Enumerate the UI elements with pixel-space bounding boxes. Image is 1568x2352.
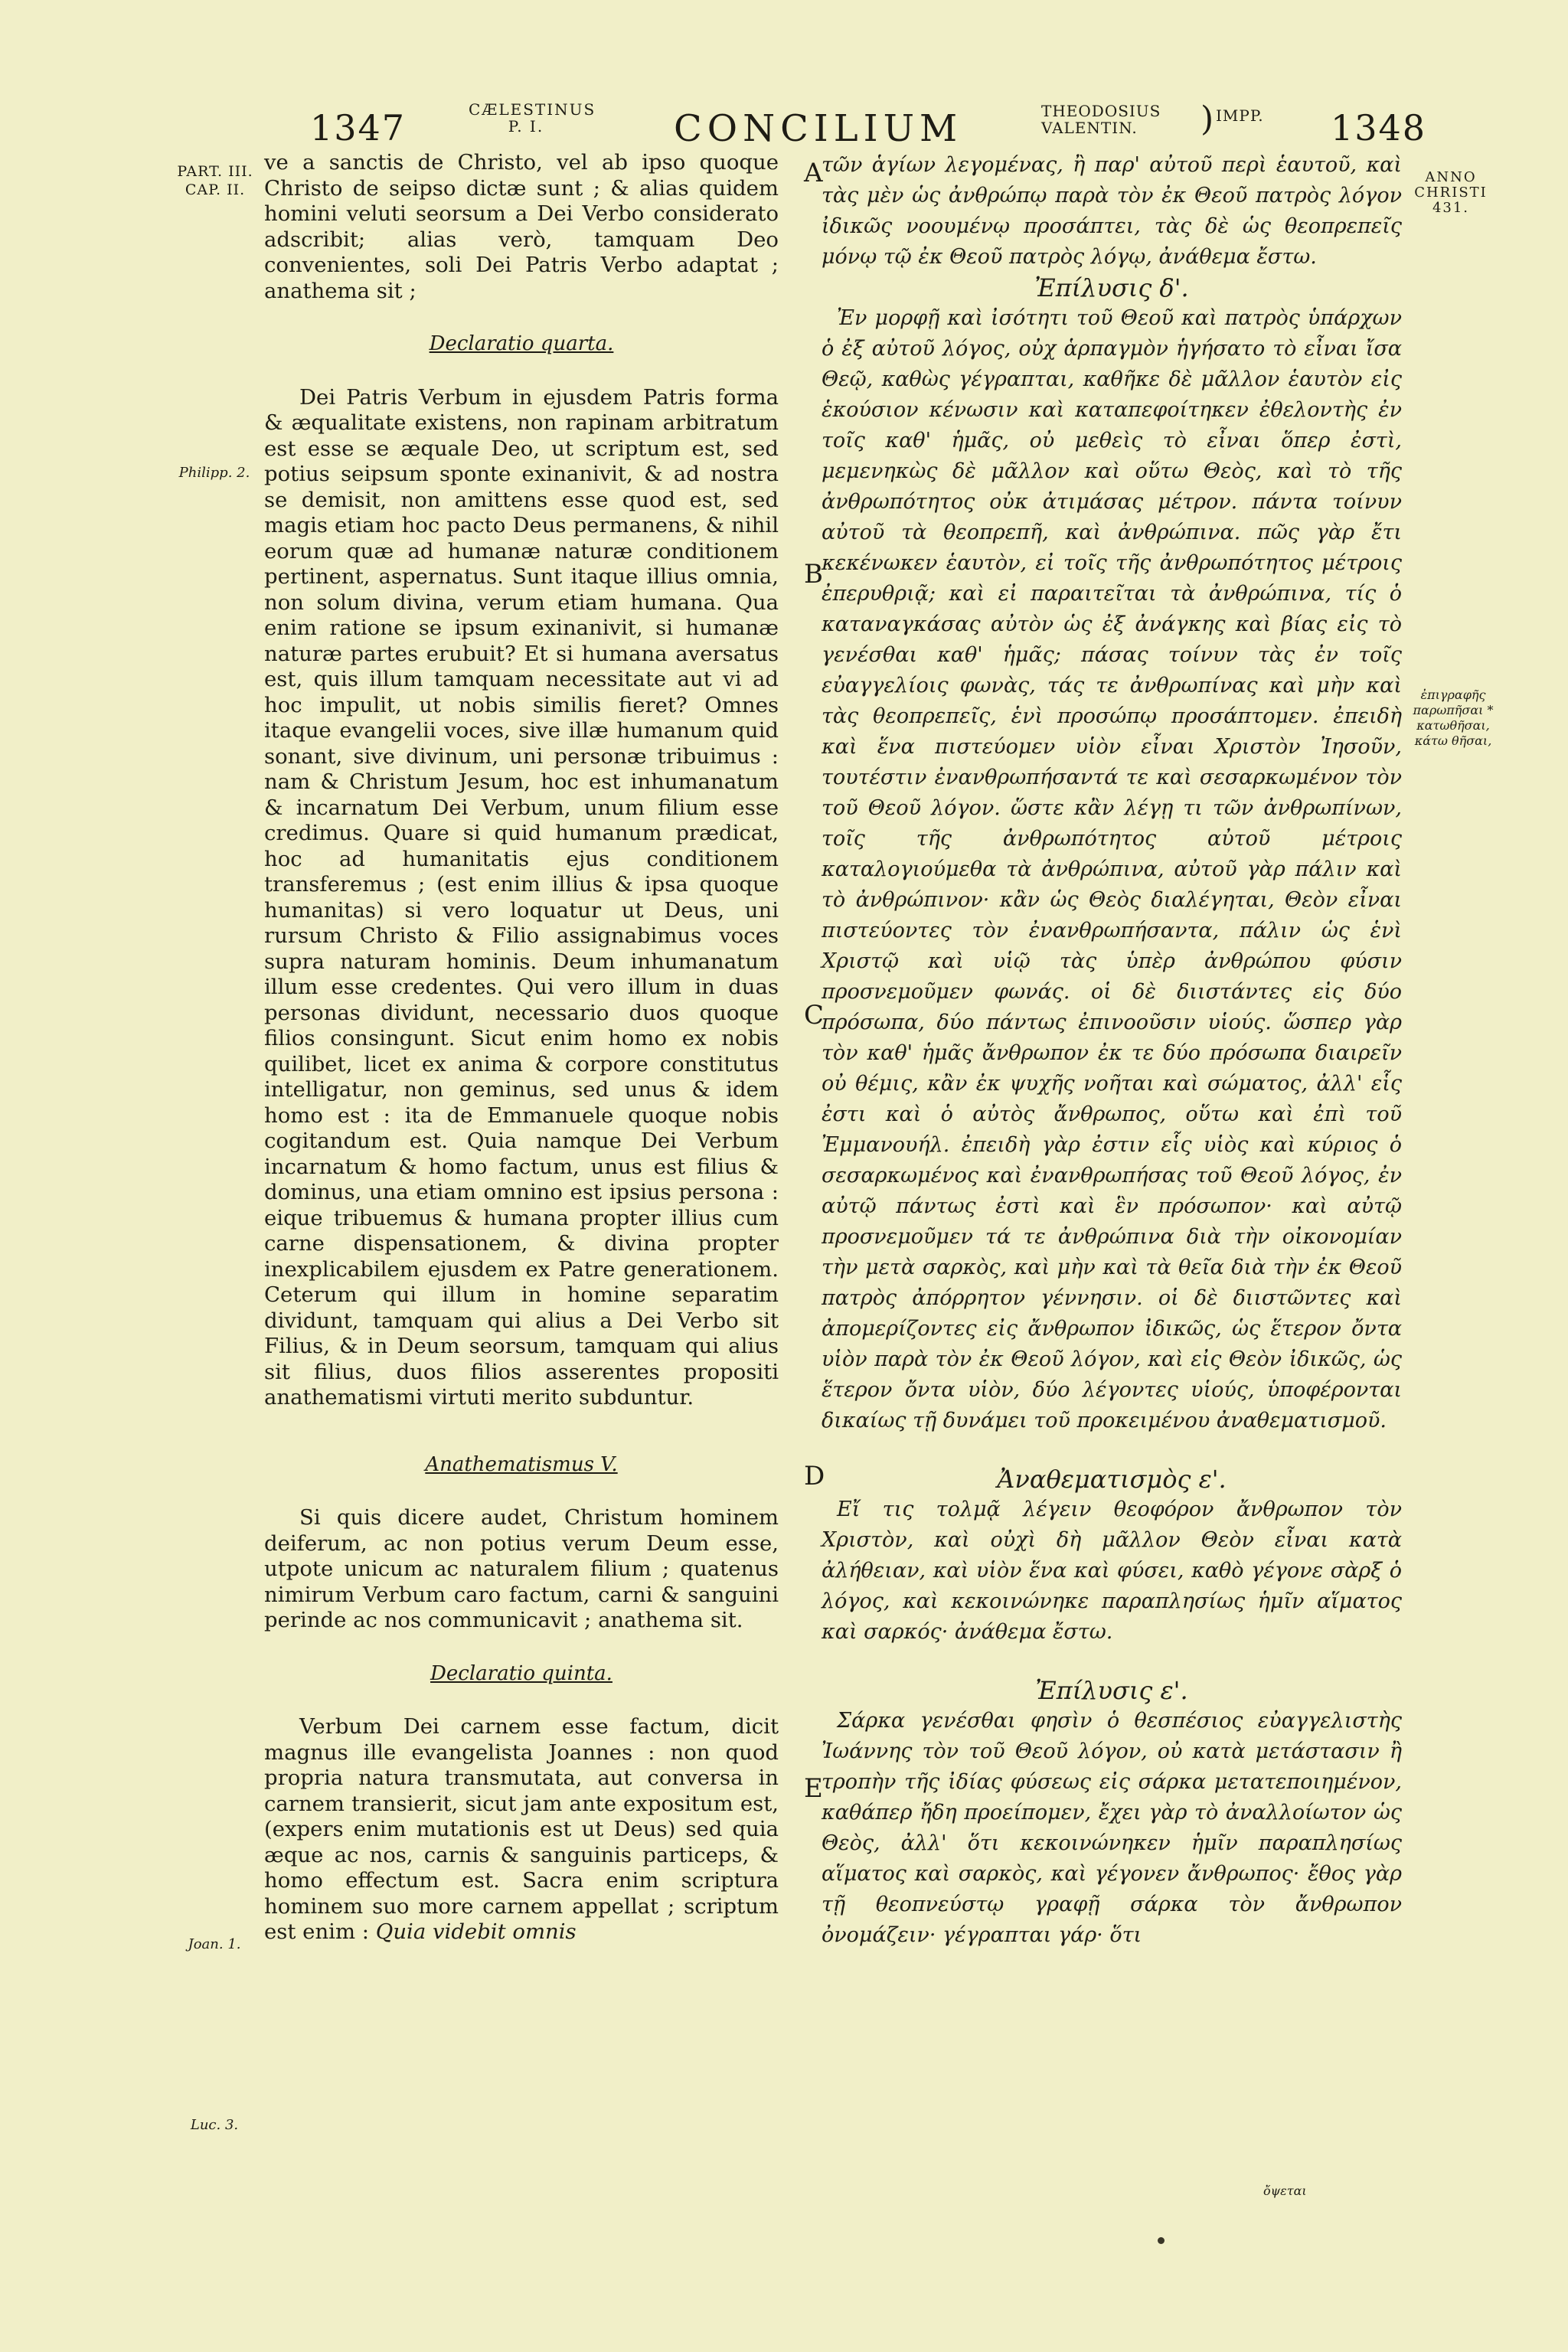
margin-ref-philipp: Philipp. 2. [178, 465, 250, 481]
margin-greek-variant-note: ἐπιγραφῆς παρωπῆσαι * κατωθῆσαι, κάτω θῆσαι, [1413, 688, 1494, 748]
section-letter-c: C [804, 1000, 825, 1031]
epilysis-delta-text: Ἐν μορφῇ καὶ ἰσότητι τοῦ Θεοῦ καὶ πατρὸς ὑπάρχων ὁ ἐξ αὐτοῦ λόγος, οὐχ ἁρπαγμὸν ἡγήσατο τὸ εἶναι ἴσα Θεῷ, καθὼς γέγραπται, καθῆκε δὲ μᾶλλον ἑαυτὸν εἰς ἑκούσιον κένωσιν καὶ καταπεφοίτηκεν ἐθελοντὴς ἐν τοῖς καθ' ἡμᾶς, οὐ μεθεὶς τὸ εἶναι ὅπερ ἐστὶ, μεμενηκὼς δὲ μᾶλλον καὶ οὕτω Θεὸς, καὶ τὸ τῆς ἀνθρωπότητος οὐκ ἀτιμάσας μέτρον. πάντα τοίνυν αὐτοῦ τὰ θεοπρεπῆ, καὶ ἀνθρώπινα. πῶς γὰρ ἔτι κεκένωκεν ἑαυτὸν, εἰ τοῖς τῆς ἀνθρωπότητος μέτροις ἐπερυθριᾷ; καὶ εἰ παραιτεῖται τὰ ἀνθρώπινα, τίς ὁ καταναγκάσας αὐτὸν ὡς ἐξ ἀνάγκης καὶ βίας εἰς τὸ γενέσθαι καθ' ἡμᾶς; πάσας τοίνυν τὰς ἐν τοῖς εὐαγγελίοις φωνὰς, τάς τε ἀνθρωπίνας καὶ μὴν καὶ τὰς θεοπρεπεῖς, ἑνὶ προσώπῳ προσάπτομεν. ἐπειδὴ καὶ ἕνα πιστεύομεν υἱὸν εἶναι Χριστὸν Ἰησοῦν, τουτέστιν ἐνανθρωπήσαντά τε καὶ σεσαρκωμένον τὸν τοῦ Θεοῦ λόγον. ὥστε κἂν λέγῃ τι τῶν ἀνθρωπίνων, τοῖς τῆς ἀνθρωπότητος αὐτοῦ μέτροις καταλογιούμεθα τὰ ἀνθρώπινα, αὐτοῦ γὰρ πάλιν καὶ τὸ ἀνθρώπινον· κἂν ὡς Θεὸς διαλέγηται, Θεὸν εἶναι πιστεύοντες τὸν ἐνανθρωπήσαντα, πάλιν ὡς ἑνὶ Χριστῷ καὶ υἱῷ τὰς ὑπὲρ ἀνθρώπου φύσιν προσνεμοῦμεν φωνάς. οἱ δὲ διιστάντες εἰς δύο πρόσωπα, δύο πάντως ἐπινοοῦσιν υἱούς. ὥσπερ γὰρ τὸν καθ' ἡμᾶς ἄνθρωπον ἐκ τε δύο πρόσωπα διαιρεῖν οὐ θέμις, κἂν ἐκ ψυχῆς νοῆται καὶ σώματος, ἀλλ' εἷς ἐστι καὶ ὁ αὐτὸς ἄνθρωπος, οὕτω καὶ ἐπὶ τοῦ Ἐμμανουήλ. ἐπειδὴ γὰρ ἐστιν εἷς υἱὸς καὶ κύριος ὁ σεσαρκωμένος καὶ ἐνανθρωπήσας τοῦ Θεοῦ λόγος, ἐν αὐτῷ πάντως ἐστὶ καὶ ἓν πρόσωπον· καὶ αὐτῷ προσνεμοῦμεν τά τε ἀνθρώπινα διὰ τὴν οἰκονομίαν τὴν μετὰ σαρκὸς, καὶ μὴν καὶ τὰ θεῖα διὰ τὴν ἐκ Θεοῦ πατρὸς ἀπόρρητον γέννησιν. οἱ δὲ διιστῶντες καὶ ἀπομερίζοντες εἰς ἄνθρωπον ἰδικῶς, ὡς ἕτερον ὄντα υἱὸν παρὰ τὸν ἐκ Θεοῦ λόγον, καὶ εἰς Θεὸν ἰδικῶς, ὡς ἕτερον ὄντα υἱὸν, δύο λέγοντες υἱούς, ὑποφέρονται δικαίως τῇ δυνάμει τοῦ προκειμένου ἀναθεματισμοῦ. [822, 306, 1402, 1432]
anathematismos-epsilon-text: Εἴ τις τολμᾷ λέγειν θεοφόρον ἄνθρωπον τὸν Χριστὸν, καὶ οὐχὶ δὴ μᾶλλον Θεὸν εἶναι κατὰ ἀλήθειαν, καὶ υἱὸν ἕνα καὶ φύσει, καθὸ γέγονε σὰρξ ὁ λόγος, καὶ κεκοινώνηκε παραπλησίως ἡμῖν αἵματος καὶ σαρκός· ἀνάθεμα ἔστω. [822, 1498, 1402, 1644]
declaratio-quinta-quote: Quia videbit omnis [375, 1919, 577, 1944]
page-number-right: 1348 [1331, 107, 1427, 149]
paper-speck-dot [1158, 2237, 1165, 2244]
section-letter-d: D [804, 1461, 825, 1491]
heading-declaratio-quinta: Declaratio quinta. [430, 1661, 612, 1685]
margin-anno [1406, 170, 1496, 216]
brace-glyph: ) [1200, 100, 1215, 139]
heading-anathematismos-epsilon: Ἀναθεματισμὸς ε'. [997, 1465, 1227, 1494]
heading-epilysis-delta: Ἐπίλυσις δ'. [1034, 273, 1189, 302]
heading-anathematismus-v: Anathematismus V. [425, 1452, 618, 1476]
catchword: ὄψεται [1263, 2184, 1307, 2198]
section-letter-e: E [804, 1773, 823, 1804]
greek-column [822, 150, 1402, 1951]
running-header [0, 92, 1568, 153]
running-title-left-line2: P. I. [508, 117, 544, 136]
running-title-right-line1: THEODOSIUS [1041, 102, 1161, 120]
running-title-right [1041, 100, 1264, 139]
latin-column [264, 150, 779, 1945]
margin-ref-luc: Luc. 3. [190, 2117, 239, 2133]
margin-part-cap: PART. III. CAP. II. [177, 163, 253, 198]
section-letter-a: A [804, 158, 823, 188]
running-title-left [469, 100, 596, 136]
section-letter-b: B [804, 559, 823, 590]
running-title-right-impp: IMPP. [1216, 106, 1264, 125]
margin-anno-line1: ANNO [1425, 169, 1477, 185]
margin-anno-line3: 431. [1432, 200, 1470, 216]
latin-intro-text: ve a sanctis de Christo, vel ab ipso quoque Christo de seipso dictæ sunt ; & alias quidem homini veluti seorsum a Dei Verbo considerato adscribit; alias verò, tamquam Deo convenientes, soli Dei Patris Verbo adaptat ; anathema sit ; [264, 150, 779, 303]
page-title: CONCILIUM [674, 107, 963, 150]
running-title-right-line2: VALENTIN. [1041, 119, 1138, 137]
heading-declaratio-quarta: Declaratio quarta. [429, 332, 614, 355]
declaratio-quinta-main: Verbum Dei carnem esse factum, dicit magnus ille evangelista Joannes : non quod propria natura transmutata, aut conversa in carnem transierit, sicut jam ante expositum est, (expers enim mutationis est ut Deus) sed quia æque ac nos, carnis & sanguinis particeps, & homo effectum est. Sacra enim scriptura hominem suo more carnem appellat ; scriptum est enim : [264, 1714, 779, 1944]
anathematismus-v-text: Si quis dicere audet, Christum hominem deiferum, ac non potius verum Deum esse, utpote unicum ac naturalem filium ; quatenus nimirum Verbum caro factum, carni & sanguini perinde ac nos communicavit ; anathema sit. [264, 1505, 779, 1632]
margin-ref-joan: Joan. 1. [188, 1936, 241, 1952]
greek-intro-text: τῶν ἁγίων λεγομένας, ἢ παρ' αὐτοῦ περὶ ἑαυτοῦ, καὶ τὰς μὲν ὡς ἀνθρώπῳ παρὰ τὸν ἐκ Θεοῦ πατρὸς λόγον ἰδικῶς νοουμένῳ προσάπτει, τὰς δὲ ὡς θεοπρεπεῖς μόνῳ τῷ ἐκ Θεοῦ πατρὸς λόγῳ, ἀνάθεμα ἔστω. [822, 153, 1402, 269]
page-number-left: 1347 [310, 107, 407, 149]
declaratio-quarta-text: Dei Patris Verbum in ejusdem Patris forma & æqualitate existens, non rapinam arbitratum est esse se æquale Deo, ut scriptum est, sed potius seipsum sponte exinanivit, & ad nostra se demisit, non amittens esse quod est, sed magis etiam hoc pacto Deus permanens, & nihil eorum quæ ad humanæ naturæ conditionem pertinent, aspernatus. Sunt itaque illius omnia, non solum divina, verum etiam humana. Qua enim ratione se ipsum exinanivit, si humanæ naturæ partes erubuit? Et si humana aversatus est, quis illum tamquam necessitate aut vi ad hoc impulit, ut nobis similis fieret? Omnes itaque evangelii voces, sive illæ humanum quid sonant, sive divinum, uni personæ tribuimus : nam & Christum Jesum, hoc est inhumanatum & incarnatum Dei Verbum, unum filium esse credimus. Quare si quid humanum prædicat, hoc ad humanitatis ejus conditionem transferemus ; (est enim illius & ipsa quoque humanitas) si vero loquatur ut Deus, uni rursum Christo & Filio assignabimus voces supra naturam hominis. Deum inhumanatum illum esse credentes. Qui vero illum in duas personas dividunt, necessario duos quoque filios consingunt. Sicut enim homo ex nobis quilibet, licet ex anima & corpore constitutus intelligatur, non geminus, sed unus & idem homo est : ita de Emmanuele quoque nobis cogitandum est. Quia namque Dei Verbum incarnatum & homo factum, unus est filius & dominus, una etiam omnino est ipsius persona : eique tribuemus & humana propter illius cum carne dispensationem, & divina propter inexplicabilem ejusdem ex Patre generationem. Ceterum qui illum in homine separatim dividunt, tamquam qui alius a Dei Verbo sit Filius, & in Deum seorsum, tamquam qui alius sit filius, duos filios asserentes propositi anathematismi virtuti merito subduntur. [264, 384, 779, 1410]
running-title-left-line1: CÆLESTINUS [469, 100, 596, 119]
epilysis-epsilon-text: Σάρκα γενέσθαι φησὶν ὁ θεσπέσιος εὐαγγελιστὴς Ἰωάννης τὸν τοῦ Θεοῦ λόγον, οὐ κατὰ μετάστασιν ἢ τροπὴν τῆς ἰδίας φύσεως εἰς σάρκα μετατεποιημένον, καθάπερ ἤδη προείπομεν, ἔχει γὰρ τὸ ἀναλλοίωτον ὡς Θεὸς, ἀλλ' ὅτι κεκοινώνηκεν ἡμῖν παραπλησίως αἵματος καὶ σαρκὸς, καὶ γέγονεν ἄνθρωπος· ἔθος γὰρ τῇ θεοπνεύστῳ γραφῇ σάρκα τὸν ἄνθρωπον ὀνομάζειν· γέγραπται γάρ· ὅτι [822, 1709, 1402, 1947]
margin-anno-line2: CHRISTI [1414, 185, 1488, 201]
declaratio-quinta-text [264, 1714, 779, 1945]
heading-epilysis-epsilon: Ἐπίλυσις ε'. [1035, 1676, 1188, 1705]
